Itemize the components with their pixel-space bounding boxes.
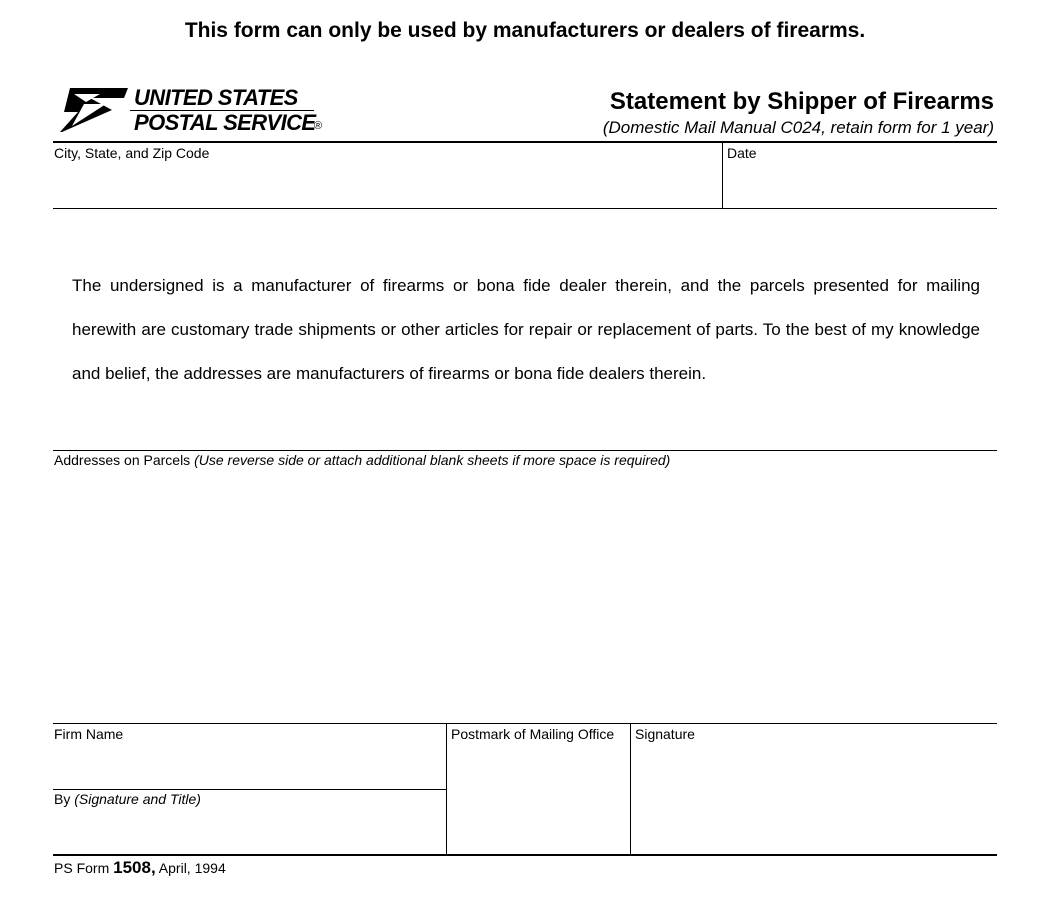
firm-name-field[interactable]	[53, 744, 445, 788]
addresses-field[interactable]	[53, 470, 997, 720]
postmark-left-divider	[446, 723, 447, 854]
by-label	[54, 791, 201, 807]
signature-label: Signature	[635, 726, 695, 742]
logo-text-line1: UNITED STATES	[134, 85, 298, 110]
by-label-text: By	[54, 791, 71, 807]
signature-field[interactable]	[632, 744, 996, 853]
firm-name-label: Firm Name	[54, 726, 124, 742]
header-rule	[53, 141, 997, 143]
date-label: Date	[727, 145, 757, 161]
firm-by-divider	[53, 789, 446, 790]
bottom-block-top-rule	[53, 723, 997, 724]
addresses-label-text: Addresses on Parcels	[54, 452, 191, 468]
eagle-head-icon	[60, 88, 128, 132]
city-state-zip-label: City, State, and Zip Code	[54, 145, 210, 161]
date-field[interactable]	[724, 162, 996, 207]
logo-text-line2: POSTAL SERVICE	[134, 110, 316, 135]
addresses-top-rule	[53, 450, 997, 451]
postmark-field	[448, 744, 629, 853]
form-title: Statement by Shipper of Firearms	[609, 88, 994, 115]
usps-logo	[60, 86, 340, 136]
form-subtitle: (Domestic Mail Manual C024, retain form for 1 year)	[602, 118, 994, 137]
form-code-prefix: PS Form	[54, 860, 110, 876]
by-note: (Signature and Title)	[74, 791, 201, 807]
form-revision-date: April, 1994	[158, 860, 226, 876]
addresses-note: (Use reverse side or attach additional blank sheets if more space is required)	[194, 452, 671, 468]
by-signature-title-field[interactable]	[53, 809, 445, 853]
city-row-bottom-rule	[53, 208, 997, 209]
form-number: 1508,	[113, 858, 156, 877]
postmark-label: Postmark of Mailing Office	[451, 726, 615, 742]
registered-mark: ®	[314, 120, 323, 132]
usage-notice: This form can only be used by manufacturers or dealers of firearms.	[184, 19, 866, 42]
signature-left-divider	[630, 723, 631, 854]
city-date-divider	[722, 142, 723, 208]
form-code	[54, 856, 226, 880]
city-state-zip-field[interactable]	[53, 162, 721, 207]
statement-paragraph: The undersigned is a manufacturer of firearms or bona fide dealer therein, and the parcels presented for mailing herewith are customary trade shipments or other articles for repair or replacement of parts. To the best of my knowledge and belief, the addresses are manufacturers of firearms or bona fide dealers therein.	[72, 276, 980, 383]
addresses-label	[54, 452, 670, 468]
